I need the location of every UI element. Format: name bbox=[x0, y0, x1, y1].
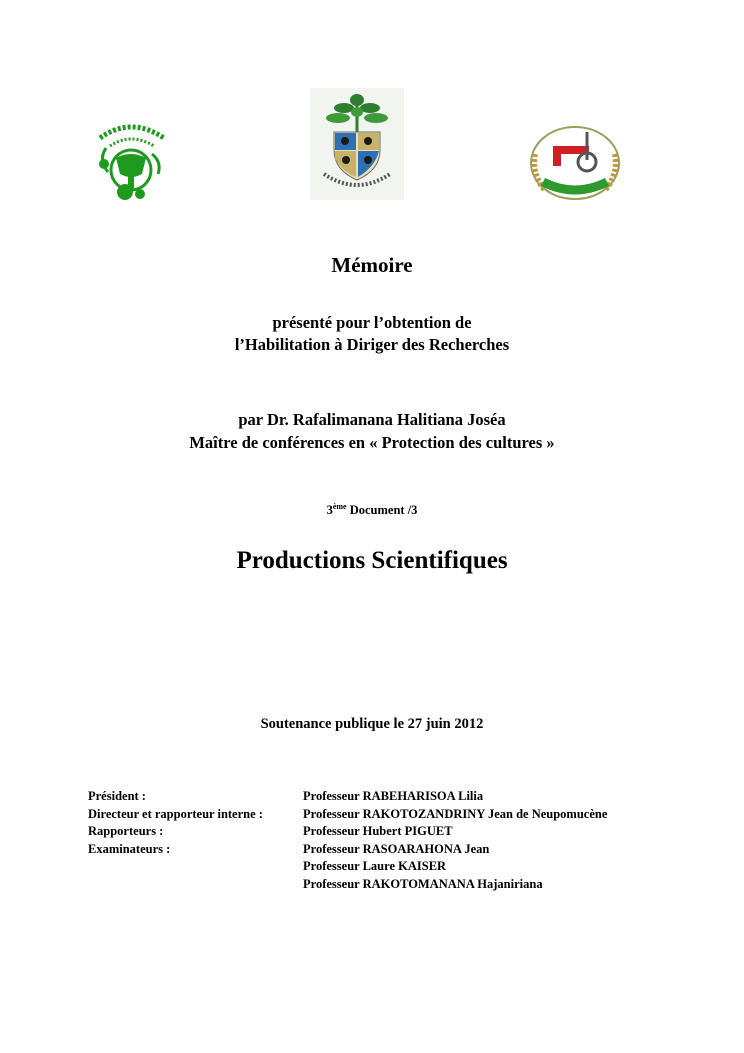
document-number-superscript: ème bbox=[332, 502, 347, 511]
author-name: par Dr. Rafalimanana Halitiana Joséa bbox=[238, 410, 506, 429]
jury-member-name: Professeur RASOARAHONA Jean bbox=[303, 841, 490, 856]
document-type: Mémoire bbox=[331, 253, 413, 277]
document-number-label: Document /3 bbox=[346, 503, 418, 518]
agriculture-department-logo bbox=[527, 124, 623, 202]
subtitle-line-2: l’Habilitation à Diriger des Recherches bbox=[234, 335, 510, 354]
jury-role: Examinateurs : bbox=[88, 841, 171, 856]
agriculture-department-icon bbox=[527, 124, 623, 202]
university-crest-icon bbox=[310, 88, 404, 200]
jury-member-name: Professeur RABEHARISOA Lilia bbox=[303, 789, 484, 803]
document-number bbox=[0, 502, 744, 518]
defense-date: Soutenance publique le 27 juin 2012 bbox=[260, 716, 484, 732]
jury-member-name: Professeur RAKOTOMANANA Hajaniriana bbox=[303, 876, 543, 891]
subtitle-line-1: présenté pour l’obtention de bbox=[272, 313, 472, 332]
main-title: Productions Scientifiques bbox=[236, 547, 508, 574]
jury-member-name: Professeur RAKOTOZANDRINY Jean de Neupomucène bbox=[303, 806, 608, 821]
university-faculty-logo bbox=[92, 118, 170, 202]
university-faculty-logo-icon bbox=[92, 118, 170, 202]
document-number-value: 3 bbox=[326, 503, 333, 518]
author-position: Maître de conférences en « Protection des cultures » bbox=[189, 433, 555, 452]
jury-member-name: Professeur Hubert PIGUET bbox=[303, 824, 453, 838]
jury-role: Directeur et rapporteur interne : bbox=[88, 806, 263, 821]
jury-role: Président : bbox=[88, 789, 146, 803]
jury-role: Rapporteurs : bbox=[88, 824, 164, 838]
university-antananarivo-crest bbox=[310, 88, 404, 200]
jury-member-name: Professeur Laure KAISER bbox=[303, 859, 447, 873]
